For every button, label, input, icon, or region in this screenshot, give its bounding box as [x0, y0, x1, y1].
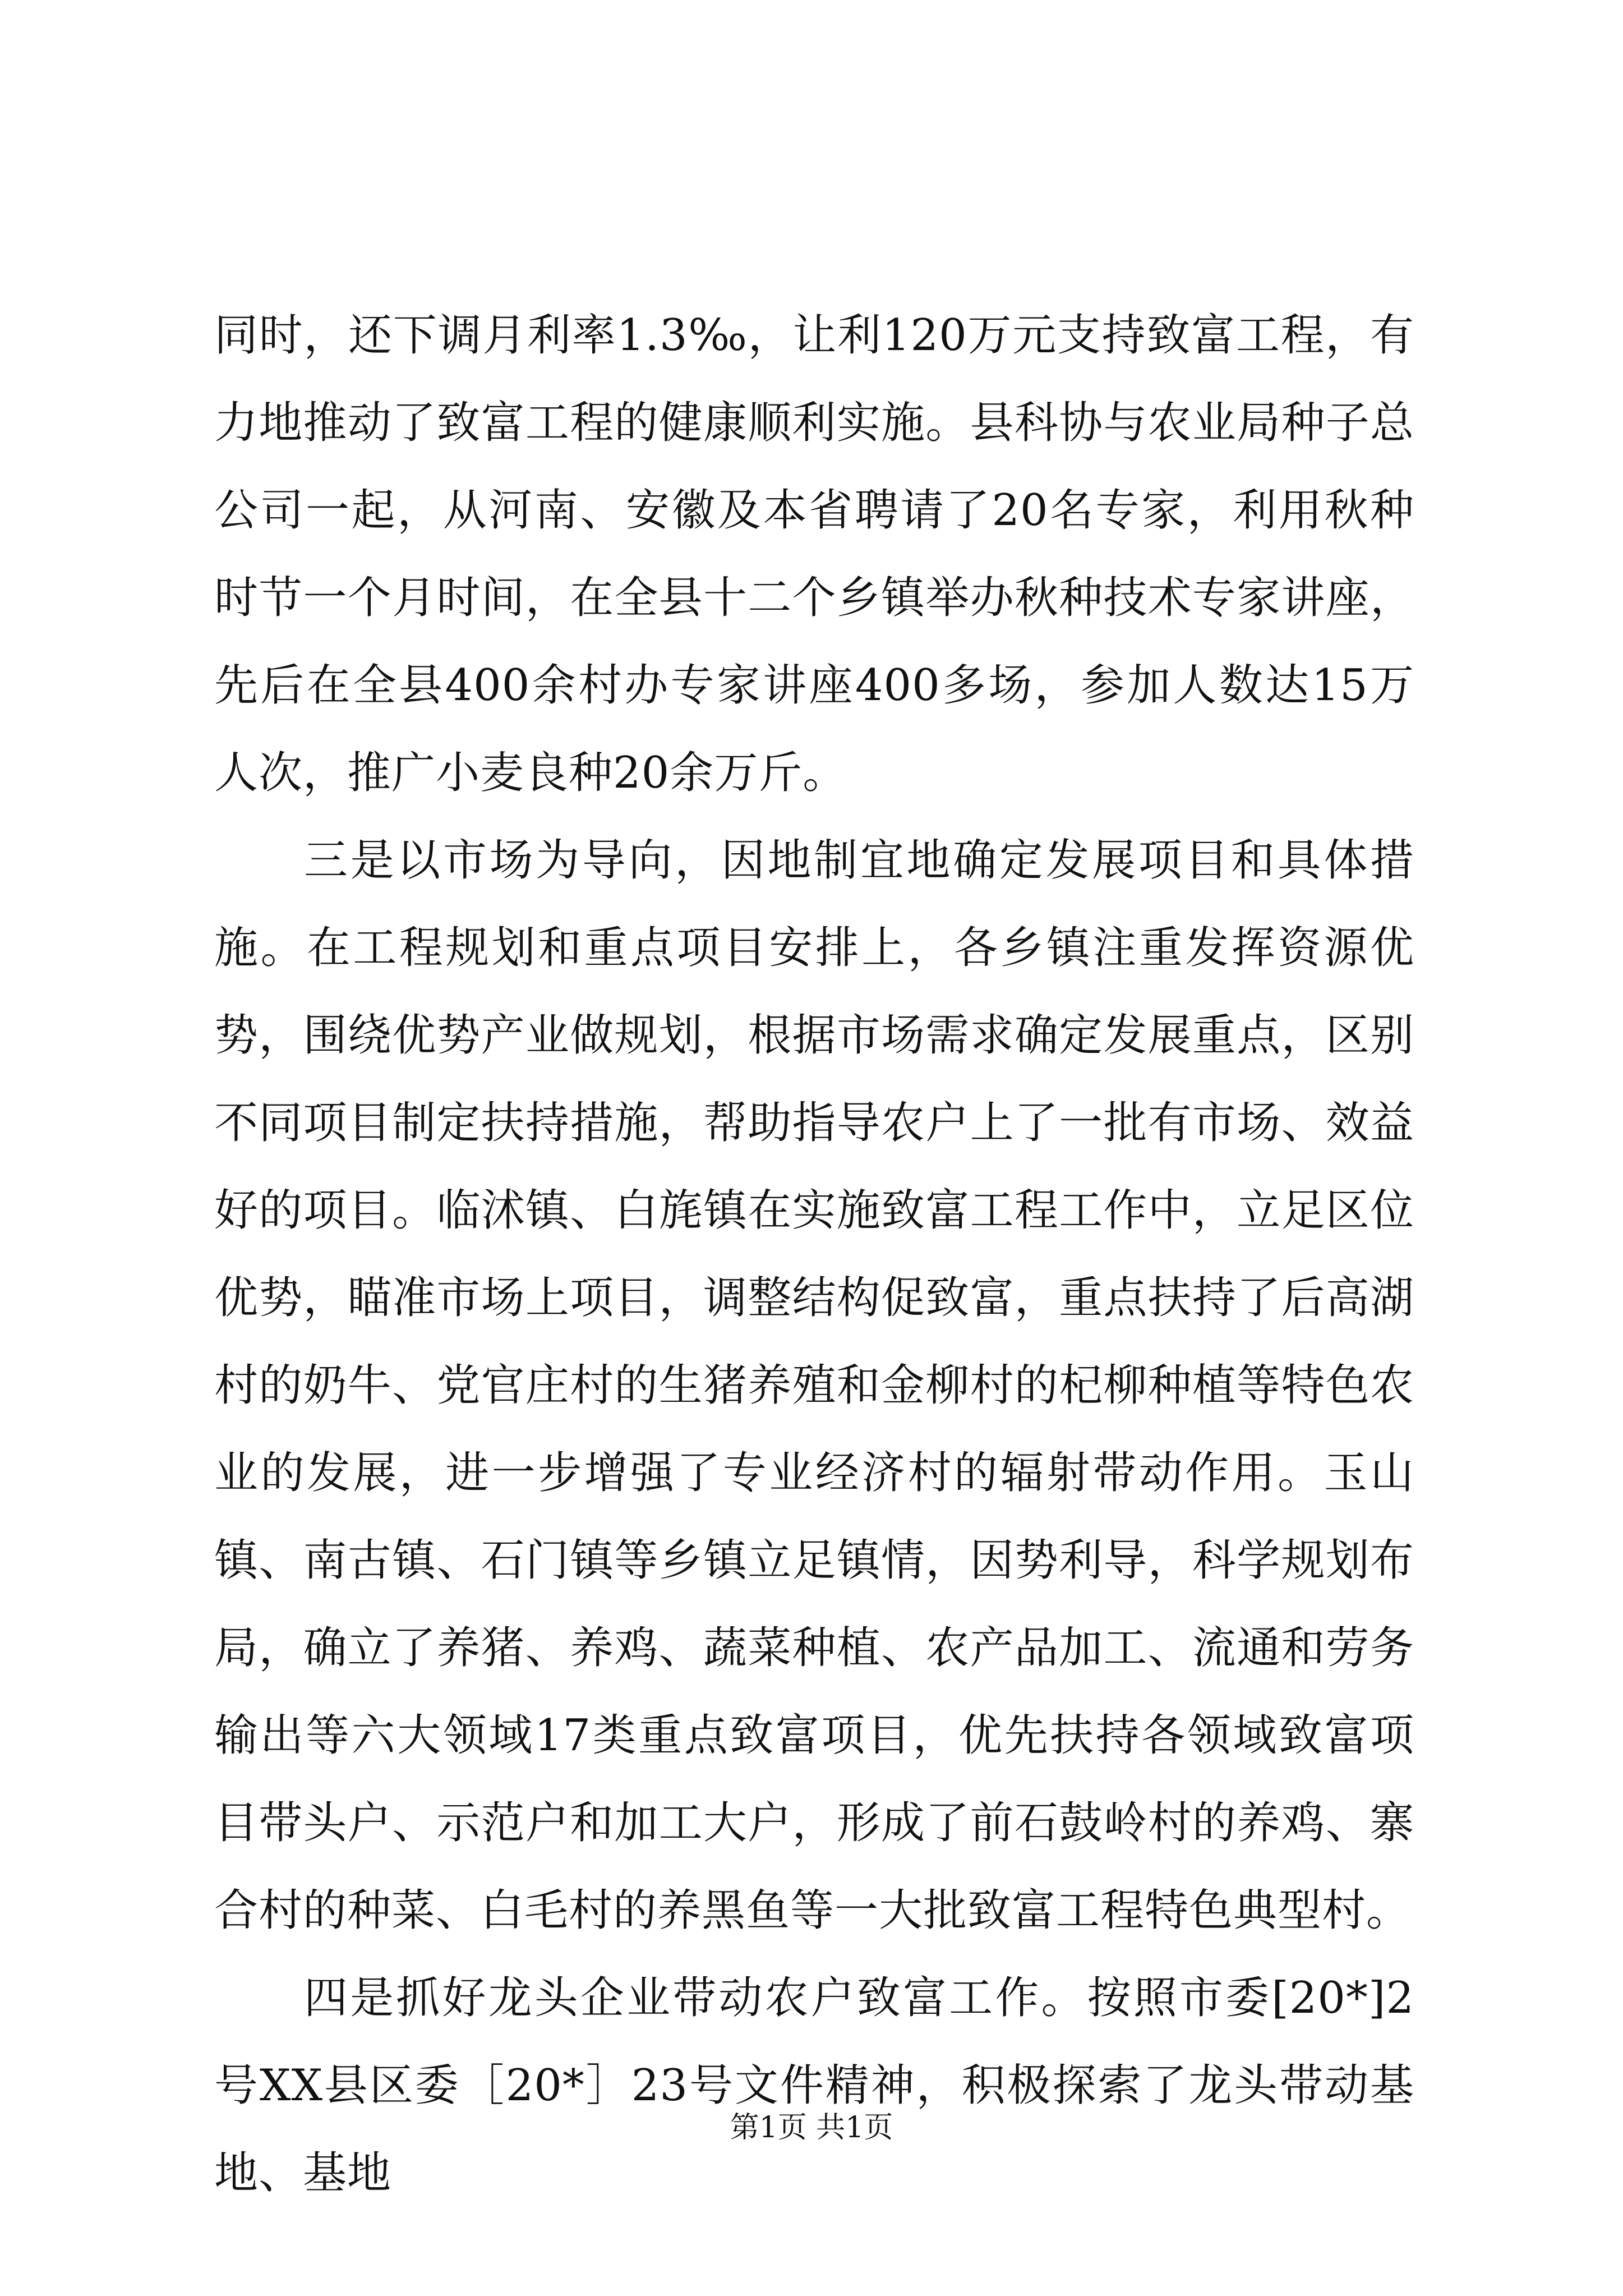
paragraph-3: 四是抓好龙头企业带动农户致富工作。按照市委[20*]2号XX县区委［20*］23号文件精神，积极探索了龙头带动基地、基地: [214, 1973, 1414, 2198]
page-footer: 第1页 共1页: [730, 2111, 893, 2145]
document-body: [214, 292, 1414, 2217]
paragraph-1: 同时，还下调月利率1.3‰，让利120万元支持致富工程，有力地推动了致富工程的健康顺利实施。县科协与农业局种子总公司一起，从河南、安徽及本省聘请了20名专家，利用秋种时节一个月时间，在全县十二个乡镇举办秋种技术专家讲座，先后在全县400余村办专家讲座400多场，参加人数达15万人次，推广小麦良种20余万斤。: [214, 310, 1414, 798]
paragraph-2: 三是以市场为导向，因地制宜地确定发展项目和具体措施。在工程规划和重点项目安排上，各乡镇注重发挥资源优势，围绕优势产业做规划，根据市场需求确定发展重点，区别不同项目制定扶持措施，帮助指导农户上了一批有市场、效益好的项目。临沭镇、白旄镇在实施致富工程工作中，立足区位优势，瞄准市场上项目，调整结构促致富，重点扶持了后高湖村的奶牛、党官庄村的生猪养殖和金柳村的杞柳种植等特色农业的发展，进一步增强了专业经济村的辐射带动作用。玉山镇、南古镇、石门镇等乡镇立足镇情，因势利导，科学规划布局，确立了养猪、养鸡、蔬菜种植、农产品加工、流通和劳务输出等六大领域17类重点致富项目，优先扶持各领域致富项目带头户、示范户和加工大户，形成了前石鼓岭村的养鸡、寨合村的种菜、白毛村的养黑鱼等一大批致富工程特色典型村。: [214, 835, 1414, 1936]
